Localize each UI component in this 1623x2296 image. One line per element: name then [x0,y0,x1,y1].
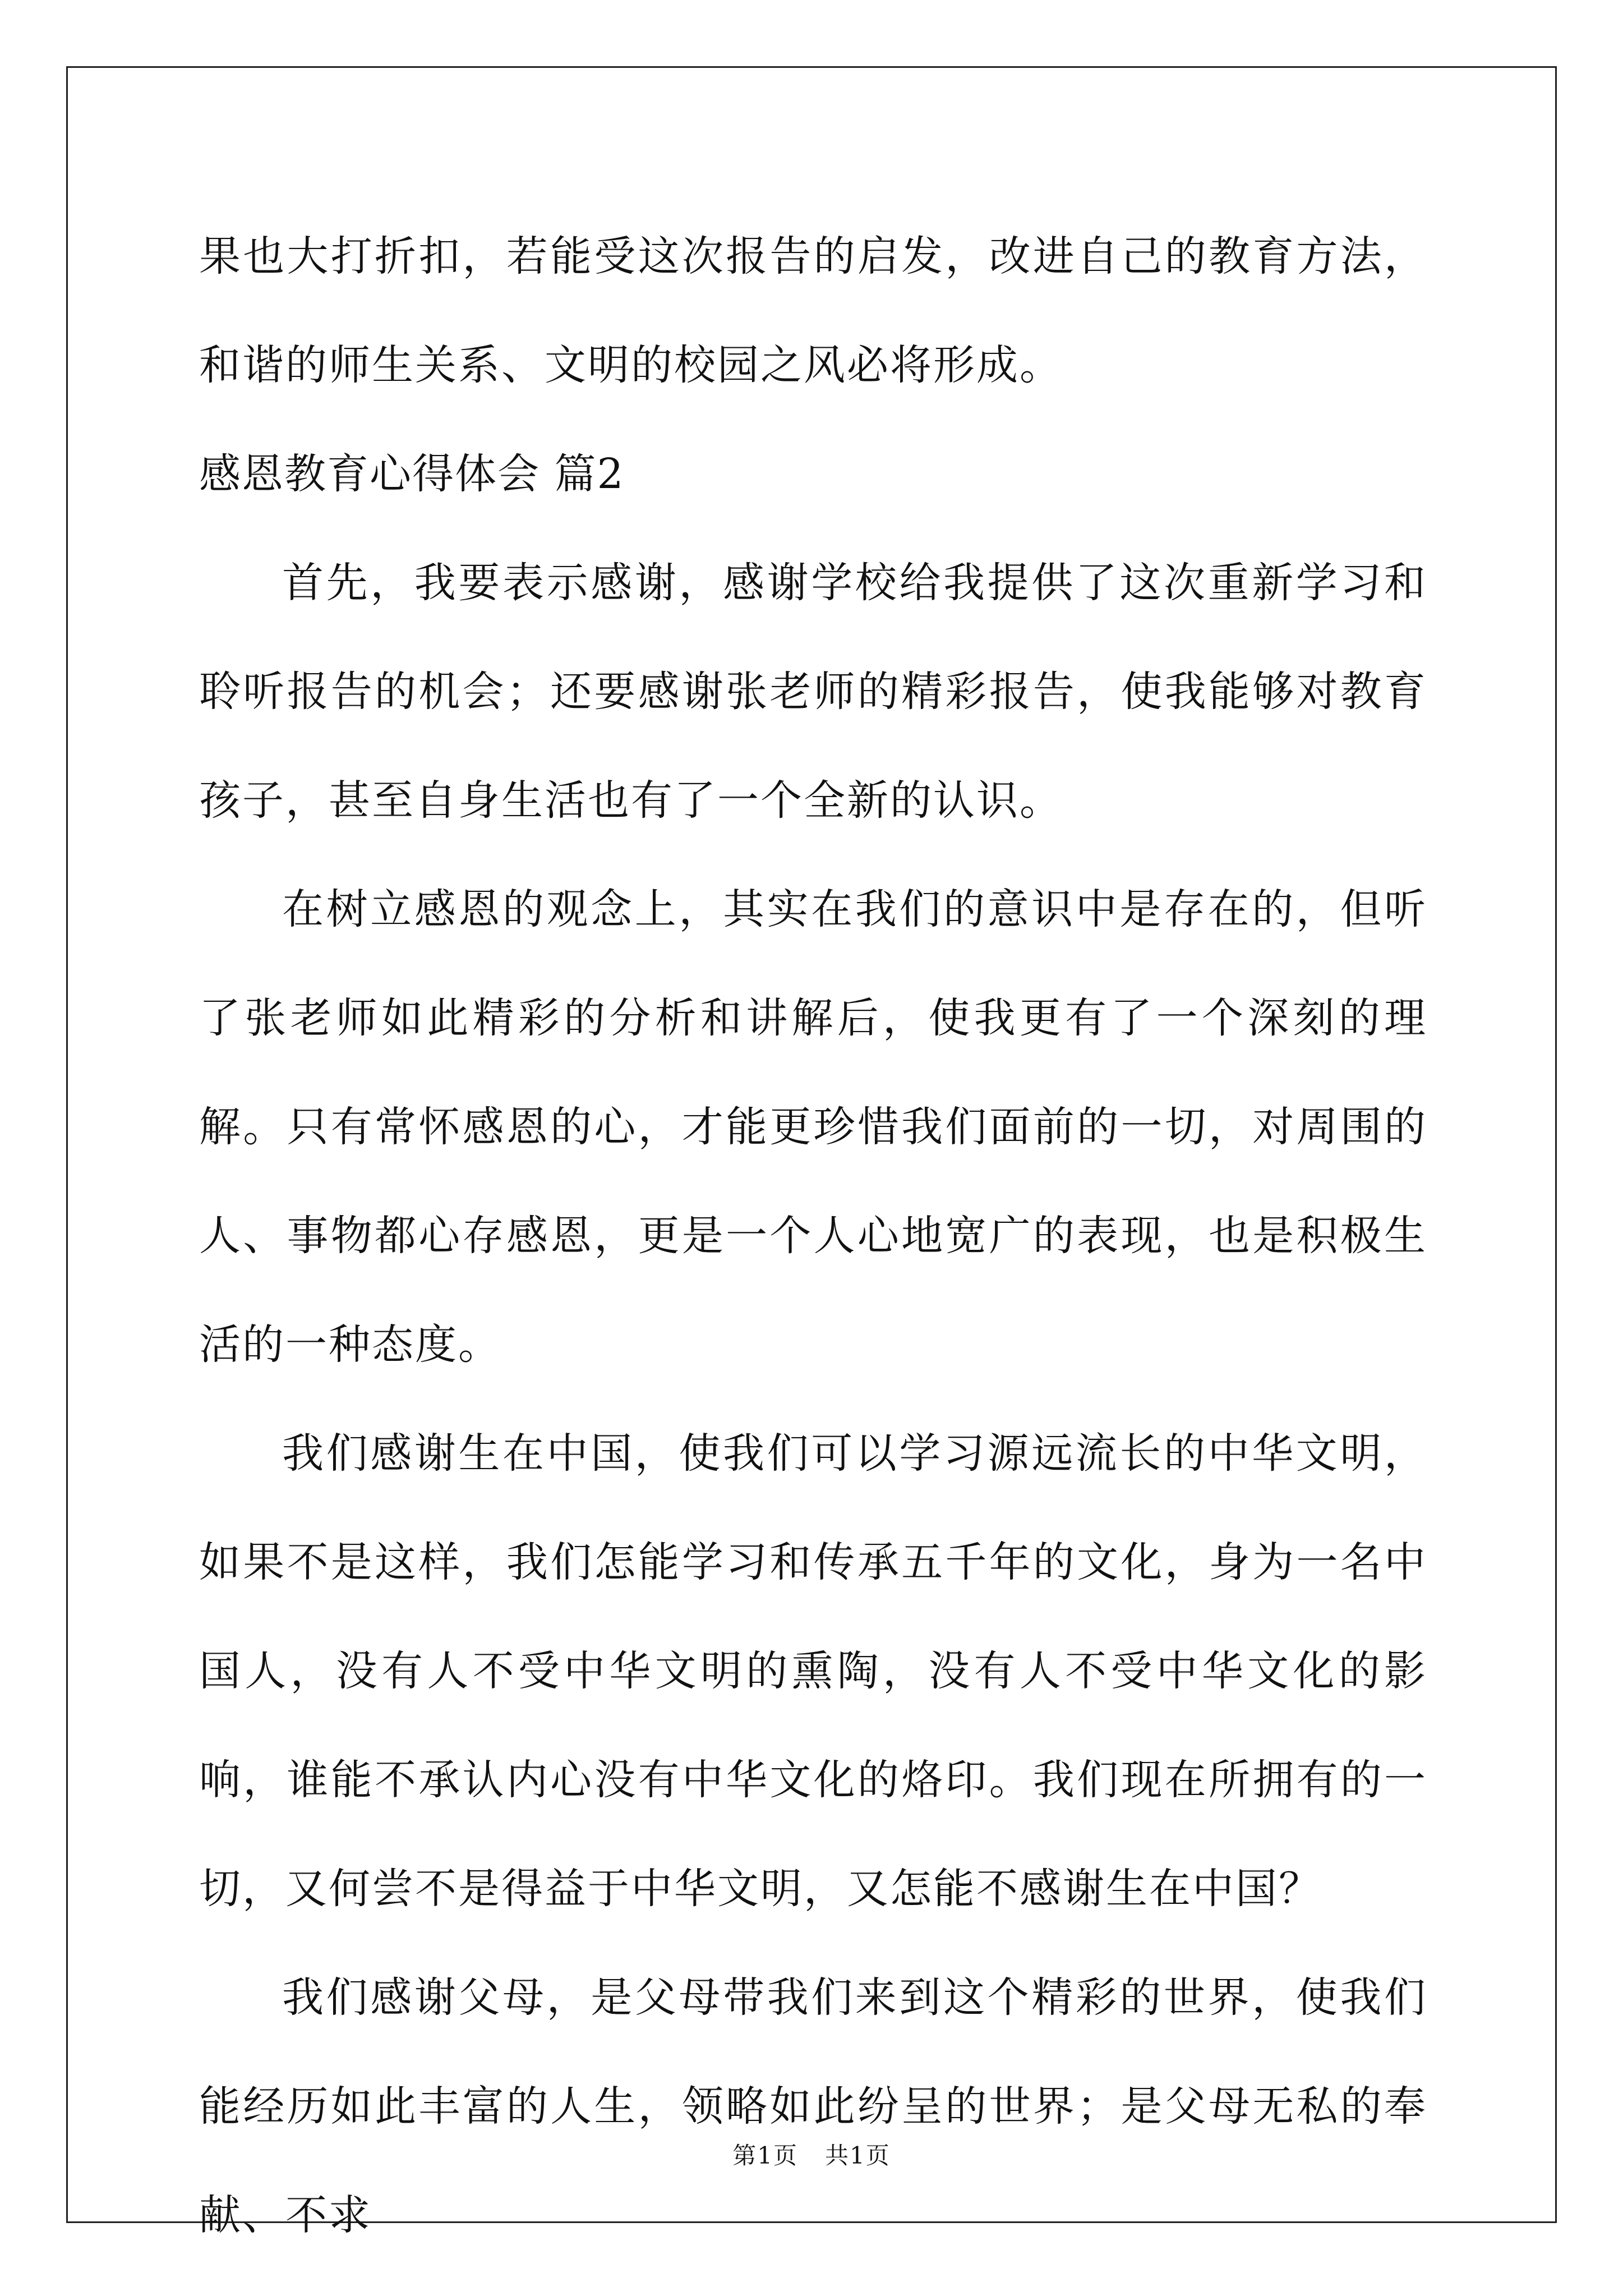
paragraph: 果也大打折扣，若能受这次报告的启发，改进自己的教育方法，和谐的师生关系、文明的校园之风必将形成。 [199,232,1427,389]
paragraph: 我们感谢生在中国，使我们可以学习源远流长的中华文明，如果不是这样，我们怎能学习和传承五千年的文化，身为一名中国人，没有人不受中华文明的熏陶，没有人不受中华文化的影响，谁能不承认内心没有中华文化的烙印。我们现在所拥有的一切，又何尝不是得益于中华文明，又怎能不感谢生在中国？ [199,1429,1427,1913]
document-body [199,202,1427,2270]
page-total: 共1页 [825,2142,891,2169]
paragraph: 我们感谢父母，是父母带我们来到这个精彩的世界，使我们能经历如此丰富的人生，领略如此纷呈的世界；是父母无私的奉献、不求 [199,1973,1427,2239]
paragraph: 在树立感恩的观念上，其实在我们的意识中是存在的，但听了张老师如此精彩的分析和讲解后，使我更有了一个深刻的理解。只有常怀感恩的心，才能更珍惜我们面前的一切，对周围的人、事物都心存感恩，更是一个人心地宽广的表现，也是积极生活的一种态度。 [199,885,1427,1369]
page-number: 第1页 [732,2142,798,2169]
page-footer [0,2137,1623,2171]
section-heading: 感恩教育心得体会 篇2 [199,450,625,498]
paragraph: 首先，我要表示感谢，感谢学校给我提供了这次重新学习和聆听报告的机会；还要感谢张老师的精彩报告，使我能够对教育孩子，甚至自身生活也有了一个全新的认识。 [199,559,1427,825]
